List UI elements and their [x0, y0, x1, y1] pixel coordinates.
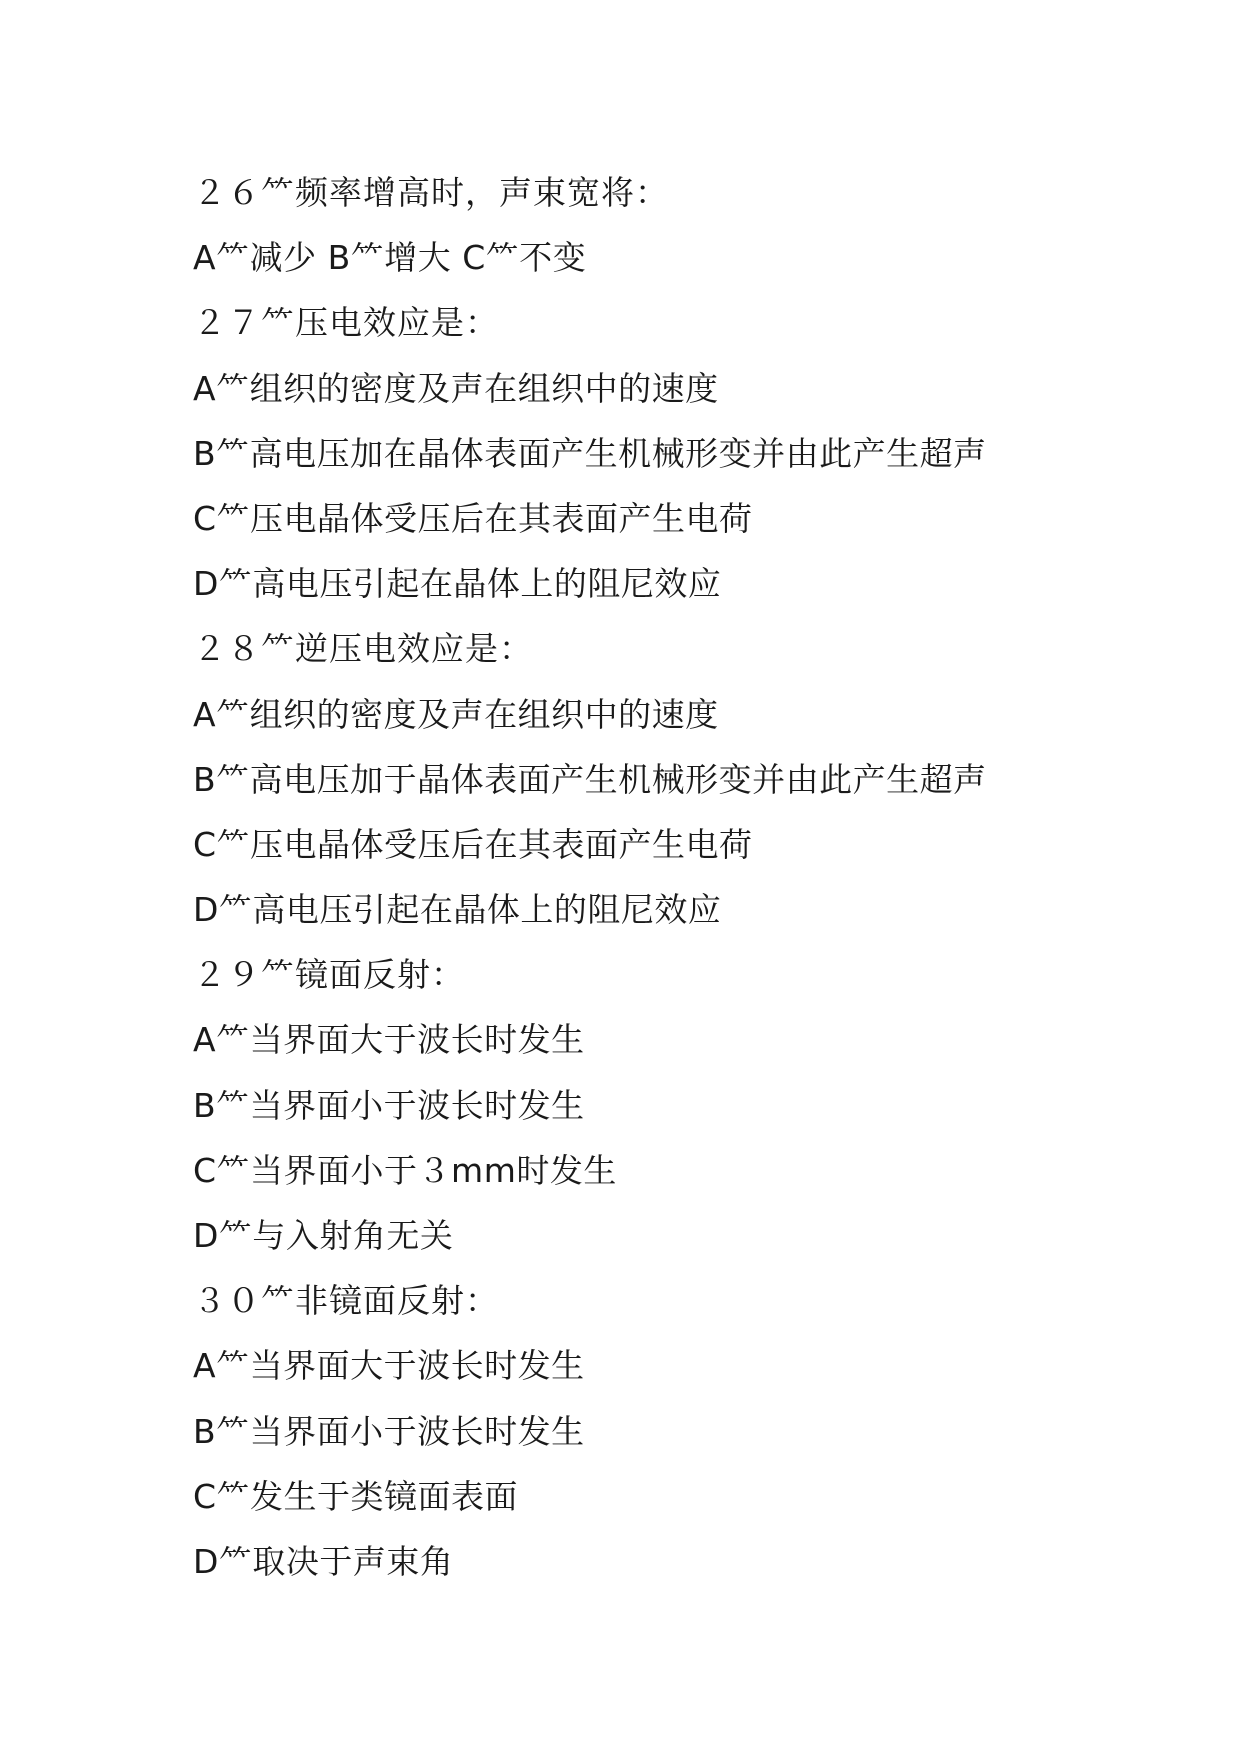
question-27-option-a: A⺮组织的密度及声在组织中的速度 [193, 368, 719, 408]
question-28-option-d: D⺮高电压引起在晶体上的阻尼效应 [193, 890, 722, 930]
question-29-option-a: A⺮当界面大于波长时发生 [193, 1020, 585, 1060]
question-30-option-d: D⺮取决于声束角 [193, 1541, 454, 1581]
question-27-option-d: D⺮高电压引起在晶体上的阻尼效应 [193, 564, 722, 604]
question-29-option-b: B⺮当界面小于波长时发生 [193, 1085, 585, 1125]
question-29-option-d: D⺮与入射角无关 [193, 1216, 454, 1255]
question-30-stem: ３０⺮非镜面反射： [193, 1281, 499, 1321]
question-28-option-b: B⺮高电压加于晶体表面产生机械形变并由此产生超声 [193, 759, 987, 799]
question-26-options: A⺮减少 B⺮增大 C⺮不变 [193, 238, 587, 278]
question-29-stem: ２９⺮镜面反射： [193, 955, 465, 995]
question-26-stem: ２６⺮频率增高时，声束宽将： [193, 173, 669, 212]
question-list [193, 160, 1193, 1594]
question-30-option-c: C⺮发生于类镜面表面 [193, 1476, 519, 1516]
question-28-option-c: C⺮压电晶体受压后在其表面产生电荷 [193, 824, 753, 864]
question-29-option-c: C⺮当界面小于３mm时发生 [193, 1150, 617, 1190]
question-28-stem: ２８⺮逆压电效应是： [193, 629, 533, 669]
question-28-option-a: A⺮组织的密度及声在组织中的速度 [193, 694, 719, 734]
question-30-option-a: A⺮当界面大于波长时发生 [193, 1346, 585, 1386]
question-30-option-b: B⺮当界面小于波长时发生 [193, 1411, 585, 1451]
question-27-option-b: B⺮高电压加在晶体表面产生机械形变并由此产生超声 [193, 433, 987, 473]
question-27-stem: ２７⺮压电效应是： [193, 303, 499, 343]
question-27-option-c: C⺮压电晶体受压后在其表面产生电荷 [193, 498, 753, 538]
